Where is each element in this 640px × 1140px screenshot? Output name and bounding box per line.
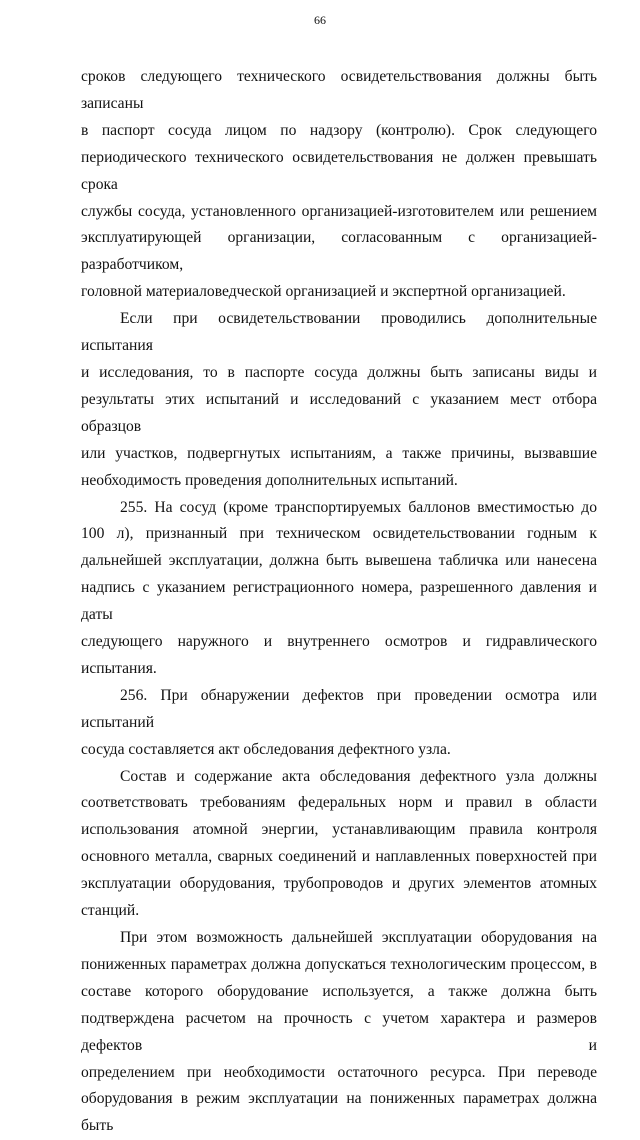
text-line: соответствовать требованиям федеральных норм и правил в области: [81, 794, 597, 812]
text-line: результаты этих испытаний и исследований с указанием мест отбора образцов: [81, 390, 597, 435]
text-line: Если при освидетельствовании проводились дополнительные испытания: [81, 310, 597, 355]
text-line: основного металла, сварных соединений и наплавленных поверхностей при: [81, 848, 597, 866]
text-line: сосуда составляется акт обследования дефектного узла.: [81, 740, 451, 758]
text-line: следующего наружного и внутреннего осмотров и гидравлического испытания.: [81, 633, 597, 677]
text-line: головной материаловедческой организацией и экспертной организацией.: [81, 283, 566, 301]
text-line: сроков следующего технического освидетельствования должны быть записаны: [81, 68, 597, 112]
document-body: [81, 64, 597, 1140]
text-line: использования атомной энергии, устанавливающим правила контроля: [81, 821, 597, 839]
text-line: эксплуатации оборудования, трубопроводов и других элементов атомных: [81, 875, 597, 893]
text-line: 100 л), признанный при техническом освидетельствовании годным к: [81, 525, 597, 543]
text-line: При этом возможность дальнейшей эксплуатации оборудования на: [120, 929, 597, 946]
text-line: подтверждена расчетом на прочность с учетом характера и размеров дефектов и: [81, 1009, 597, 1054]
text-line: Состав и содержание акта обследования дефектного узла должны: [120, 767, 597, 785]
text-line: необходимость проведения дополнительных испытаний.: [81, 471, 458, 489]
text-line: 255. На сосуд (кроме транспортируемых баллонов вместимостью до: [120, 498, 597, 516]
text-line: дальнейшей эксплуатации, должна быть вывешена табличка или нанесена: [81, 552, 597, 570]
text-line: составе которого оборудование используется, а также должна быть: [81, 982, 597, 1000]
text-line: службы сосуда, установленного организацией-изготовителем или решением: [81, 202, 597, 220]
text-line: или участков, подвергнутых испытаниям, а также причины, вызвавшие: [81, 444, 597, 462]
text-line: определением при необходимости остаточного ресурса. При переводе: [81, 1063, 597, 1081]
text-line: пониженных параметрах должна допускаться технологическим процессом, в: [81, 955, 597, 973]
text-line: периодического технического освидетельствования не должен превышать срока: [81, 148, 597, 193]
text-line: и исследования, то в паспорте сосуда должны быть записаны виды и: [81, 363, 597, 381]
page-number: 66: [314, 13, 326, 27]
text-line: в паспорт сосуда лицом по надзору (контролю). Срок следующего: [81, 121, 597, 139]
text-line: эксплуатирующей организации, согласованным с организацией-разработчиком,: [81, 229, 597, 274]
text-line: 256. При обнаружении дефектов при проведении осмотра или испытаний: [81, 686, 597, 731]
text-line: надпись с указанием регистрационного номера, разрешенного давления и даты: [81, 579, 597, 624]
text-line: оборудования в режим эксплуатации на пониженных параметрах должна быть: [81, 1090, 597, 1135]
text-line: станций.: [81, 902, 140, 920]
